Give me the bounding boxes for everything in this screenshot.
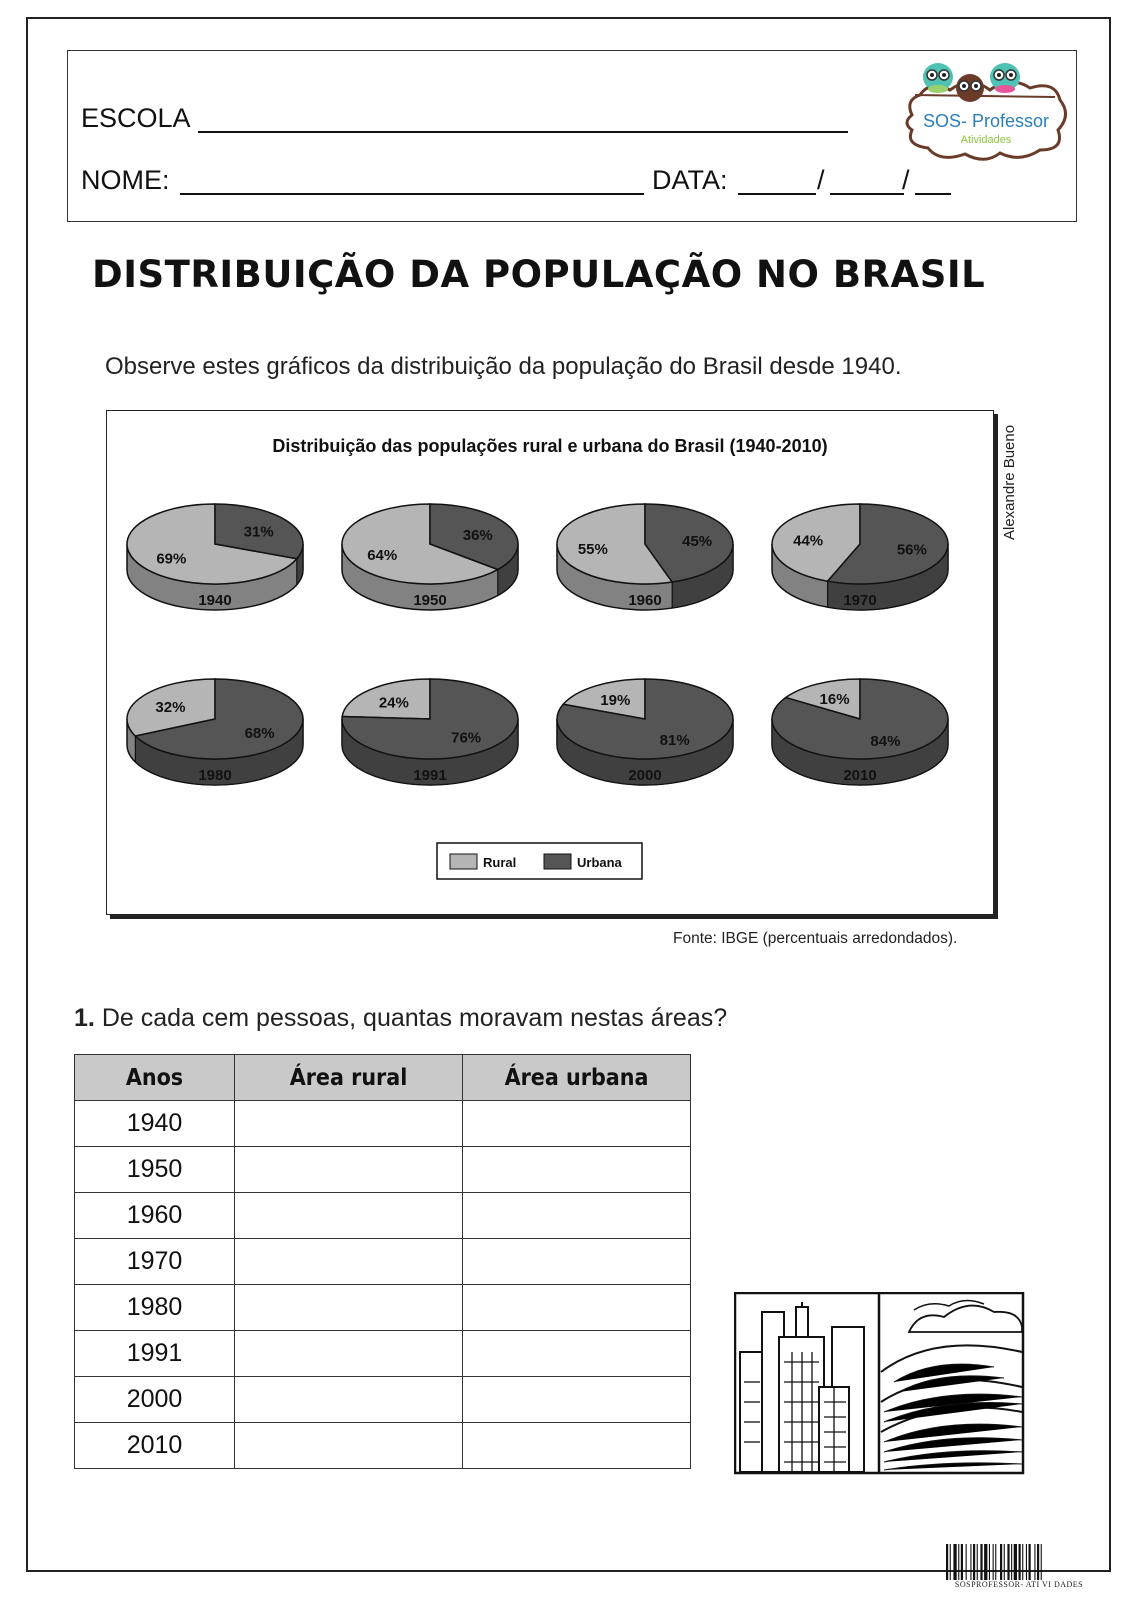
date-day-field[interactable] <box>738 193 816 195</box>
year-label: 1960 <box>628 592 662 609</box>
nome-field[interactable] <box>180 193 644 195</box>
year-label: 2010 <box>843 767 877 784</box>
header-area-rural: Área rural <box>235 1055 463 1101</box>
year-label: 1980 <box>198 767 232 784</box>
data-label-rural: 24% <box>378 694 409 712</box>
rural-answer-cell[interactable] <box>235 1423 463 1469</box>
chart-title: Distribuição das populações rural e urbana do Brasil (1940-2010) <box>272 436 828 456</box>
data-label-urbana: 76% <box>451 729 482 747</box>
data-label-urbana: 31% <box>243 523 274 541</box>
date-slash-2: / <box>902 165 910 195</box>
date-month-field[interactable] <box>830 193 904 195</box>
image-credit: Alexandre Bueno <box>1001 424 1018 540</box>
intro-text: Observe estes gráficos da distribuição da população do Brasil desde 1940. <box>105 353 902 380</box>
data-label-urbana: 36% <box>462 526 493 544</box>
urban-answer-cell[interactable] <box>463 1239 691 1285</box>
answer-table <box>74 1054 691 1469</box>
rural-answer-cell[interactable] <box>235 1285 463 1331</box>
barcode-text: SOSPROFESSOR- ATI VI DADES <box>954 1580 1084 1589</box>
urban-answer-cell[interactable] <box>463 1377 691 1423</box>
table-row <box>75 1423 691 1469</box>
data-label-urbana: 45% <box>682 533 713 551</box>
urban-answer-cell[interactable] <box>463 1101 691 1147</box>
chart-legend <box>437 843 642 879</box>
logo-title: SOS- Professor <box>922 111 1050 131</box>
page-title: DISTRIBUIÇÃO DA POPULAÇÃO NO BRASIL <box>92 253 986 296</box>
header-area-urbana: Área urbana <box>463 1055 691 1101</box>
urban-answer-cell[interactable] <box>463 1423 691 1469</box>
chart-frame <box>106 410 994 915</box>
year-cell: 2000 <box>75 1377 235 1423</box>
table-header-row <box>75 1055 691 1101</box>
pie-charts <box>107 411 993 914</box>
table-row <box>75 1377 691 1423</box>
legend-swatch-rural <box>450 854 477 869</box>
rural-answer-cell[interactable] <box>235 1193 463 1239</box>
data-label-urbana: 68% <box>244 724 275 742</box>
rural-answer-cell[interactable] <box>235 1331 463 1377</box>
year-cell: 1980 <box>75 1285 235 1331</box>
year-label: 2000 <box>628 767 662 784</box>
year-cell: 1940 <box>75 1101 235 1147</box>
pie-1940 <box>127 504 303 610</box>
data-label-urbana: 56% <box>896 541 927 559</box>
data-label-rural: 16% <box>819 690 850 708</box>
urban-answer-cell[interactable] <box>463 1147 691 1193</box>
table-row <box>75 1331 691 1377</box>
data-label: DATA: <box>652 165 728 195</box>
year-label: 1970 <box>843 592 877 609</box>
year-label: 1940 <box>198 592 232 609</box>
escola-field[interactable] <box>198 131 848 133</box>
year-cell: 1991 <box>75 1331 235 1377</box>
year-cell: 1950 <box>75 1147 235 1193</box>
data-label-rural: 69% <box>156 550 187 568</box>
data-label-urbana: 84% <box>870 733 901 751</box>
pie-1950 <box>342 504 518 610</box>
legend-swatch-urbana <box>544 854 571 869</box>
data-label-rural: 55% <box>577 540 608 558</box>
rural-answer-cell[interactable] <box>235 1147 463 1193</box>
rural-answer-cell[interactable] <box>235 1377 463 1423</box>
question-1 <box>74 1004 727 1033</box>
table-row <box>75 1193 691 1239</box>
rural-answer-cell[interactable] <box>235 1239 463 1285</box>
header-anos: Anos <box>75 1055 235 1101</box>
pie-2010 <box>772 679 948 785</box>
pie-1970 <box>772 504 948 610</box>
table-row <box>75 1285 691 1331</box>
question-text: De cada cem pessoas, quantas moravam nestas áreas? <box>101 1004 728 1032</box>
pie-1980 <box>127 679 303 785</box>
urban-answer-cell[interactable] <box>463 1193 691 1239</box>
data-label-rural: 19% <box>600 692 631 710</box>
sos-professor-logo <box>900 55 1070 165</box>
year-cell: 1970 <box>75 1239 235 1285</box>
logo-subtitle: Atividades <box>960 134 1012 146</box>
pie-2000 <box>557 679 733 785</box>
urban-answer-cell[interactable] <box>463 1331 691 1377</box>
year-cell: 1960 <box>75 1193 235 1239</box>
city-and-countryside-illustration <box>734 1292 1028 1477</box>
pie-1991 <box>342 679 518 785</box>
year-label: 1950 <box>413 592 447 609</box>
data-label-rural: 32% <box>155 699 186 717</box>
nome-label: NOME: <box>81 165 170 195</box>
escola-label: ESCOLA <box>81 103 191 133</box>
date-year-field[interactable] <box>915 193 951 195</box>
legend-label-urbana: Urbana <box>577 855 622 870</box>
chart-source: Fonte: IBGE (percentuais arredondados). <box>673 930 958 947</box>
table-row <box>75 1239 691 1285</box>
table-row <box>75 1147 691 1193</box>
data-label-urbana: 81% <box>659 731 690 749</box>
pie-1960 <box>557 504 733 610</box>
year-cell: 2010 <box>75 1423 235 1469</box>
urban-answer-cell[interactable] <box>463 1285 691 1331</box>
table-row <box>75 1101 691 1147</box>
data-label-rural: 44% <box>793 532 824 550</box>
question-number: 1. <box>74 1004 95 1032</box>
date-slash-1: / <box>817 165 825 195</box>
data-label-rural: 64% <box>367 547 398 565</box>
rural-answer-cell[interactable] <box>235 1101 463 1147</box>
year-label: 1991 <box>413 767 447 784</box>
legend-label-rural: Rural <box>483 855 517 870</box>
